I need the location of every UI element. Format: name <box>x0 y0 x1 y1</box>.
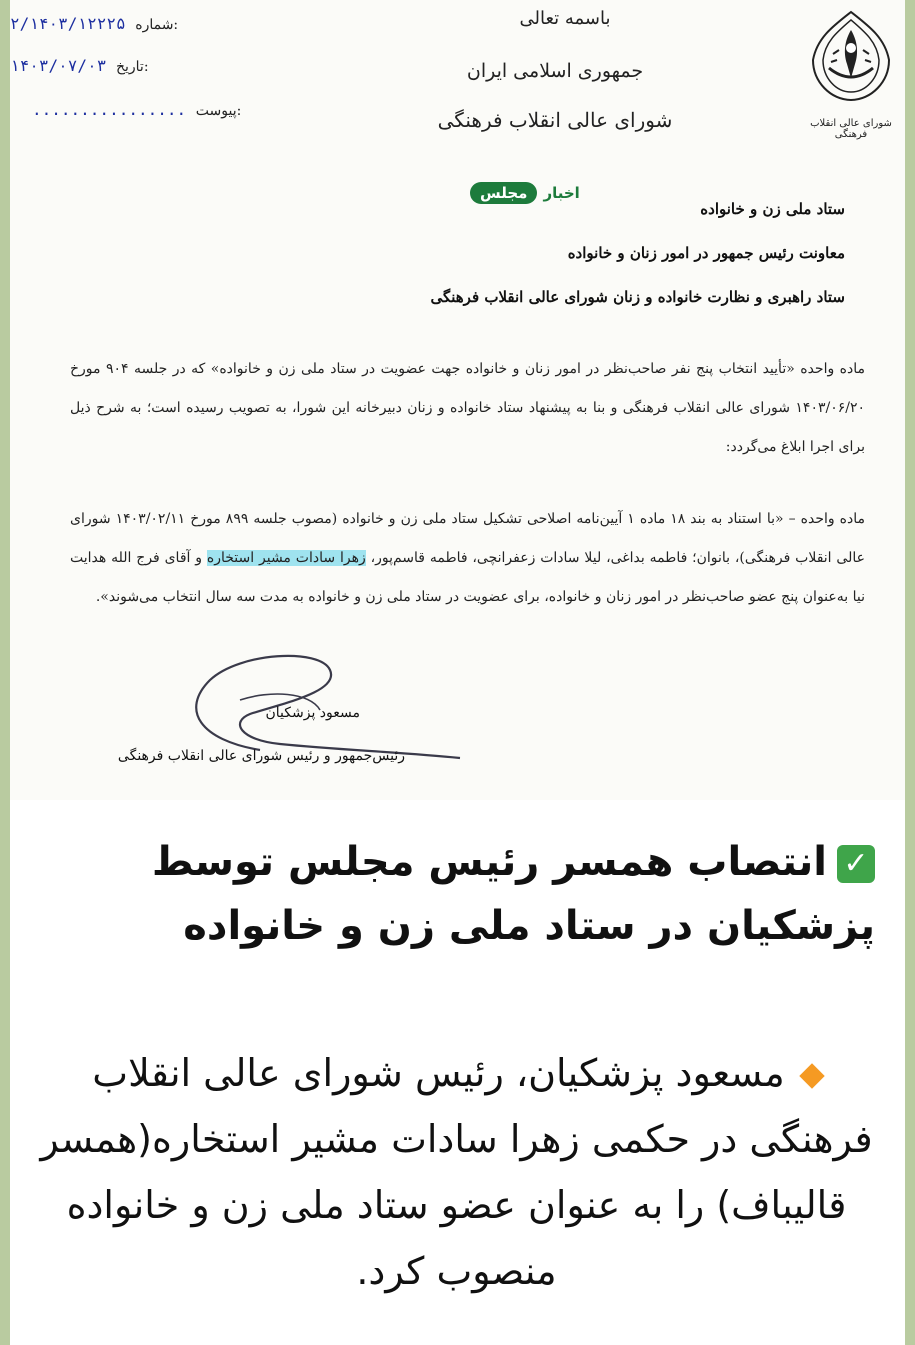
badge-part1: اخبار <box>543 184 580 202</box>
check-mark-icon: ✓ <box>837 845 875 883</box>
body-text: مسعود پزشکیان، رئیس شورای عالی انقلاب فرهنگی در حکمی زهرا سادات مشیر استخاره(همسر قالیباف) را به عنوان عضو ستاد ملی زن و خانواده منصوب کرد. <box>40 1051 873 1293</box>
recipient-line: معاونت رئیس جمهور در امور زنان و خانواده <box>567 244 845 262</box>
letter-attachment <box>32 100 242 119</box>
letter-number-value: ۲/۱۴۰۳/۱۲۲۲۵ <box>10 14 126 33</box>
recipient-line: ستاد راهبری و نظارت خانواده و زنان شورای عالی انقلاب فرهنگی <box>430 288 845 306</box>
council-heading: شورای عالی انقلاب فرهنگی <box>437 108 673 132</box>
letter-date <box>10 56 210 75</box>
orange-diamond-icon <box>799 1063 824 1088</box>
emblem-caption: شورای عالی انقلاب فرهنگی <box>810 118 892 140</box>
letter-number <box>10 14 210 33</box>
signer-title: رئیس‌جمهور و رئیس شورای عالی انقلاب فرهنگی <box>117 748 405 764</box>
letter-attachment-value: ................ <box>32 100 187 119</box>
bismillah: باسمه تعالی <box>519 8 611 29</box>
paragraph-two <box>70 500 865 617</box>
paragraph-one: ماده واحده «تأیید انتخاب پنج نفر صاحب‌نظر در امور زنان و خانواده جهت عضویت در ستاد ملی زن و خانواده» که در جلسه ۹۰۴ مورخ ۱۴۰۳/۰۶/۲۰ شورای عالی انقلاب فرهنگی و بنا به پیشنهاد ستاد خانواده و زنان دبیرخانه این شورا، به تصویب رسیده است؛ به شرح ذیل برای اجرا ابلاغ می‌گردد: <box>70 361 865 455</box>
document-image <box>10 0 905 800</box>
message-body <box>30 1040 883 1304</box>
republic-heading: جمهوری اسلامی ایران <box>466 60 644 82</box>
headline-text: انتصاب همسر رئیس مجلس توسط پزشکیان در ستاد ملی زن و خانواده <box>151 839 875 949</box>
letter-attachment-label: پیوست: <box>195 103 242 119</box>
badge-part2: مجلس <box>470 182 537 204</box>
message-headline <box>50 830 875 958</box>
message-card <box>10 0 905 1345</box>
akhbar-majlis-badge <box>470 178 586 208</box>
letter-date-value: ۱۴۰۳/۰۷/۰۳ <box>10 56 107 75</box>
council-emblem-icon <box>803 8 899 104</box>
letter-date-label: تاریخ: <box>115 59 149 75</box>
recipient-line: ستاد ملی زن و خانواده <box>700 200 845 218</box>
letter-number-label: شماره: <box>135 17 179 33</box>
paragraph-two-start: ماده واحده – «با استناد به بند ۱۸ ماده ۱ آیین‌نامه اصلاحی تشکیل ستاد ملی زن و خانواده (مصوب جلسه ۸۹۹ مورخ ۱۴۰۳/۰۲/۱۱ شورای عالی انقلاب فرهنگی)، بانوان؛ فاطمه بداغی، لیلا سادات زعفرانچی، فاطمه قاسم‌پور، <box>70 511 865 566</box>
signer-name: مسعود پزشکیان <box>265 705 360 721</box>
highlighted-name: زهرا سادات مشیر استخاره <box>206 550 366 566</box>
paragraph-two-end: و آقای فرج الله هدایت نیا به‌عنوان پنج عضو صاحب‌نظر در امور زنان و خانواده، برای عضویت در ستاد ملی زن و خانواده به مدت سه سال انتخاب می‌شوند». <box>70 550 865 605</box>
